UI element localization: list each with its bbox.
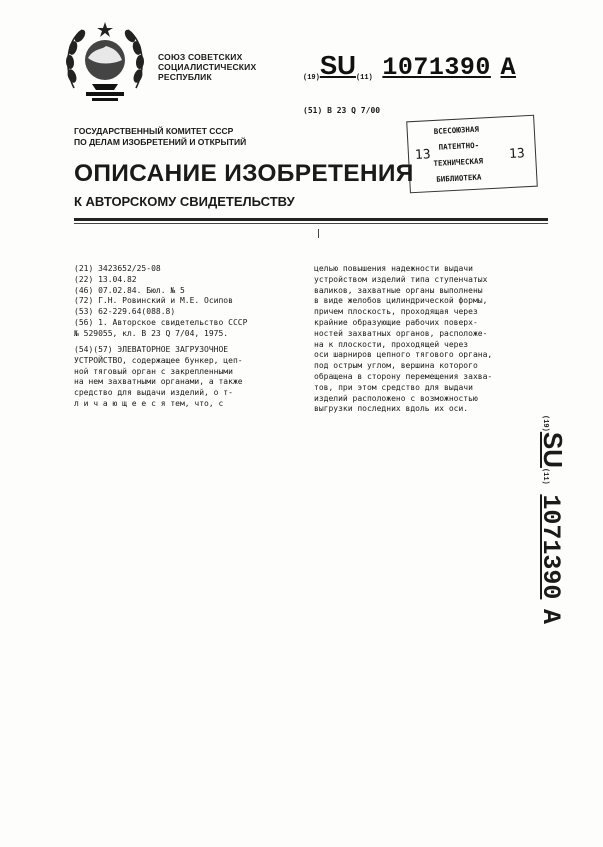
ussr-emblem-icon: [62, 18, 148, 104]
country-line: РЕСПУБЛИК: [158, 72, 212, 82]
biblio-line: (22) 13.04.82: [74, 274, 137, 284]
continuation-line: под острым углом, вершина которого: [314, 361, 478, 371]
inid-code-11-vertical: (11): [541, 467, 549, 485]
committee-line: ГОСУДАРСТВЕННЫЙ КОМИТЕТ СССР: [74, 126, 234, 136]
biblio-line: (72) Г.Н. Ровинский и М.Е. Осипов: [74, 296, 233, 306]
abstract-line: на нем захватными органами, а также: [74, 377, 243, 387]
kind-code: A: [500, 53, 517, 82]
committee-name: [74, 126, 246, 148]
bibliographic-data: [74, 264, 304, 340]
continuation-line: изделий расположено с возможностью: [314, 393, 478, 403]
continuation-line: тов, при этом средство для выдачи: [314, 382, 473, 392]
inid-code-11: (11): [355, 74, 373, 82]
committee-line: ПО ДЕЛАМ ИЗОБРЕТЕНИЙ И ОТКРЫТИЙ: [74, 137, 247, 147]
inid-code-19: (19): [303, 74, 320, 82]
page-title: ОПИСАНИЕ ИЗОБРЕТЕНИЯ: [74, 160, 414, 187]
vertical-document-number: [532, 415, 568, 655]
divider-thick: [74, 218, 548, 221]
patent-number: 1071390: [382, 53, 491, 82]
abstract-line: л и ч а ю щ е е с я тем, что, с: [74, 398, 224, 408]
continuation-line: ностей захватных органов, расположе-: [314, 328, 488, 338]
continuation-line: выгрузки последних вдоль их оси.: [314, 404, 469, 414]
continuation-line: валиков, захватные органы выполнены: [314, 285, 483, 295]
library-stamp: [406, 115, 538, 194]
patent-number-vertical: 1071390: [536, 494, 565, 600]
biblio-line: (53) 62-229.64(088.8): [74, 307, 176, 317]
country-line: СОЮЗ СОВЕТСКИХ: [158, 52, 243, 62]
country-line: СОЦИАЛИСТИЧЕСКИХ: [158, 62, 257, 72]
abstract-continuation: [314, 264, 554, 415]
abstract-line: (54)(57) ЭЛЕВАТОРНОЕ ЗАГРУЗОЧНОЕ: [74, 345, 229, 354]
abstract-text: [74, 345, 306, 410]
continuation-line: оси шарниров цепного тягового органа,: [314, 350, 493, 360]
country-code-vertical: SU: [538, 431, 568, 468]
biblio-line: (46) 07.02.84. Бюл. № 5: [74, 285, 185, 295]
kind-code-vertical: A: [536, 609, 565, 625]
stamp-line: ВСЕСОЮЗНАЯ: [433, 124, 480, 136]
biblio-line: № 529055, кл. В 23 Q 7/04, 1975.: [74, 328, 229, 338]
continuation-line: на к плоскости, проходящей через: [314, 339, 469, 349]
country-code: SU: [319, 50, 356, 80]
continuation-line: в виде желобов цилиндрической формы,: [314, 296, 488, 306]
stamp-number-left: 13: [414, 147, 432, 163]
document-number: [303, 50, 516, 82]
stamp-number-right: 13: [508, 146, 526, 163]
continuation-line: обращена в сторону перемещения захва-: [314, 371, 493, 381]
biblio-line: (21) 3423652/25-08: [74, 264, 161, 273]
ipc-value: B 23 Q 7/00: [327, 106, 381, 115]
ipc-inid: (51): [303, 106, 323, 115]
ipc-classification: [303, 106, 380, 115]
inid-code-19-vertical: (19): [541, 415, 549, 432]
page-subtitle: К АВТОРСКОМУ СВИДЕТЕЛЬСТВУ: [74, 194, 295, 209]
continuation-line: устройством изделий типа ступенчатых: [314, 274, 488, 284]
continuation-line: крайние образующие рабочих поверх-: [314, 317, 478, 327]
country-name: [158, 52, 256, 82]
column-mark: [318, 229, 319, 238]
biblio-line: (56) 1. Авторское свидетельство СССР: [74, 317, 248, 327]
abstract-line: УСТРОЙСТВО, содержащее бункер, цеп-: [74, 355, 243, 365]
abstract-line: ной тяговый орган с закрепленными: [74, 366, 233, 376]
stamp-line: ТЕХНИЧЕСКАЯ: [433, 156, 484, 169]
stamp-line: ПАТЕНТНО-: [438, 140, 480, 152]
continuation-line: причем плоскость, проходящая через: [314, 307, 478, 317]
abstract-line: средство для выдачи изделий, о т-: [74, 388, 233, 398]
continuation-line: целью повышения надежности выдачи: [314, 264, 473, 273]
divider-thin: [74, 223, 548, 224]
stamp-line: БИБЛИОТЕКА: [436, 172, 482, 184]
